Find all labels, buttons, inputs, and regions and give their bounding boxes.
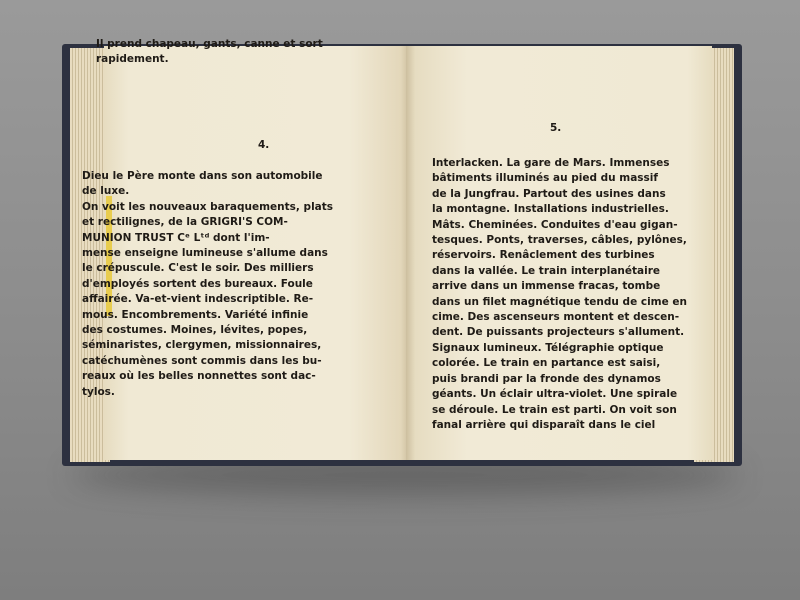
text-line: de la Jungfrau. Partout des usines dans <box>432 187 666 200</box>
text-line: le crépuscule. C'est le soir. Des milliers <box>82 262 314 275</box>
text-line: affairée. Va-et-vient indescriptible. Re- <box>82 293 314 306</box>
text-line: cime. Des ascenseurs montent et descen- <box>432 311 680 324</box>
text-line: Interlacken. La gare de Mars. Immenses <box>432 157 670 169</box>
text-line: mense enseigne lumineuse s'allume dans <box>82 247 328 260</box>
text-line: dans la vallée. Le train interplanétaire <box>432 264 661 277</box>
text-line: reaux où les belles nonnettes sont dac- <box>82 370 316 383</box>
left-page-body <box>82 169 368 400</box>
text-line: Il prend chapeau, gants, canne et sort <box>96 38 323 50</box>
text-line: des costumes. Moines, lévites, popes, <box>82 324 308 337</box>
text-line: Mâts. Cheminées. Conduites d'eau gigan- <box>432 218 678 231</box>
text-line: bâtiments illuminés au pied du massif <box>432 172 658 185</box>
text-line: d'employés sortent des bureaux. Foule <box>82 277 313 290</box>
text-line: de luxe. <box>82 185 130 198</box>
left-page-top-text <box>96 37 382 68</box>
section-number-4: 4. <box>258 139 270 151</box>
text-line: et rectilignes, de la GRIGRI'S COM- <box>82 216 288 229</box>
text-line: On voit les nouveaux baraquements, plats <box>82 200 334 213</box>
text-line: tesques. Ponts, traverses, câbles, pylônes, <box>432 234 687 247</box>
text-line: tylos. <box>82 385 115 398</box>
text-line: MUNION TRUST Cᵉ Lᵗᵈ dont l'im- <box>82 231 270 244</box>
text-line: la montagne. Installations industrielles. <box>432 203 669 216</box>
text-line: catéchumènes sont commis dans les bu- <box>82 354 322 367</box>
text-line: géants. Un éclair ultra-violet. Une spirale <box>432 388 678 401</box>
section-number-5: 5. <box>550 122 562 134</box>
right-page-body <box>432 156 712 433</box>
text-line: puis brandi par la fronde des dynamos <box>432 372 661 385</box>
text-line: rapidement. <box>96 53 169 66</box>
text-line: Signaux lumineux. Télégraphie optique <box>432 341 664 354</box>
text-line: dent. De puissants projecteurs s'allument. <box>432 326 685 339</box>
text-line: Dieu le Père monte dans son automobile <box>82 170 323 182</box>
text-line: mous. Encombrements. Variété infinie <box>82 308 309 321</box>
text-line: séminaristes, clergymen, missionnaires, <box>82 339 322 352</box>
text-line: fanal arrière qui disparaît dans le ciel <box>432 418 656 431</box>
text-line: réservoirs. Renâclement des turbines <box>432 249 655 262</box>
text-line: dans un filet magnétique tendu de cime en <box>432 295 687 308</box>
text-line: se déroule. Le train est parti. On voit son <box>432 403 677 416</box>
text-line: arrive dans un immense fracas, tombe <box>432 280 661 293</box>
text-line: colorée. Le train en partance est saisi, <box>432 357 661 370</box>
